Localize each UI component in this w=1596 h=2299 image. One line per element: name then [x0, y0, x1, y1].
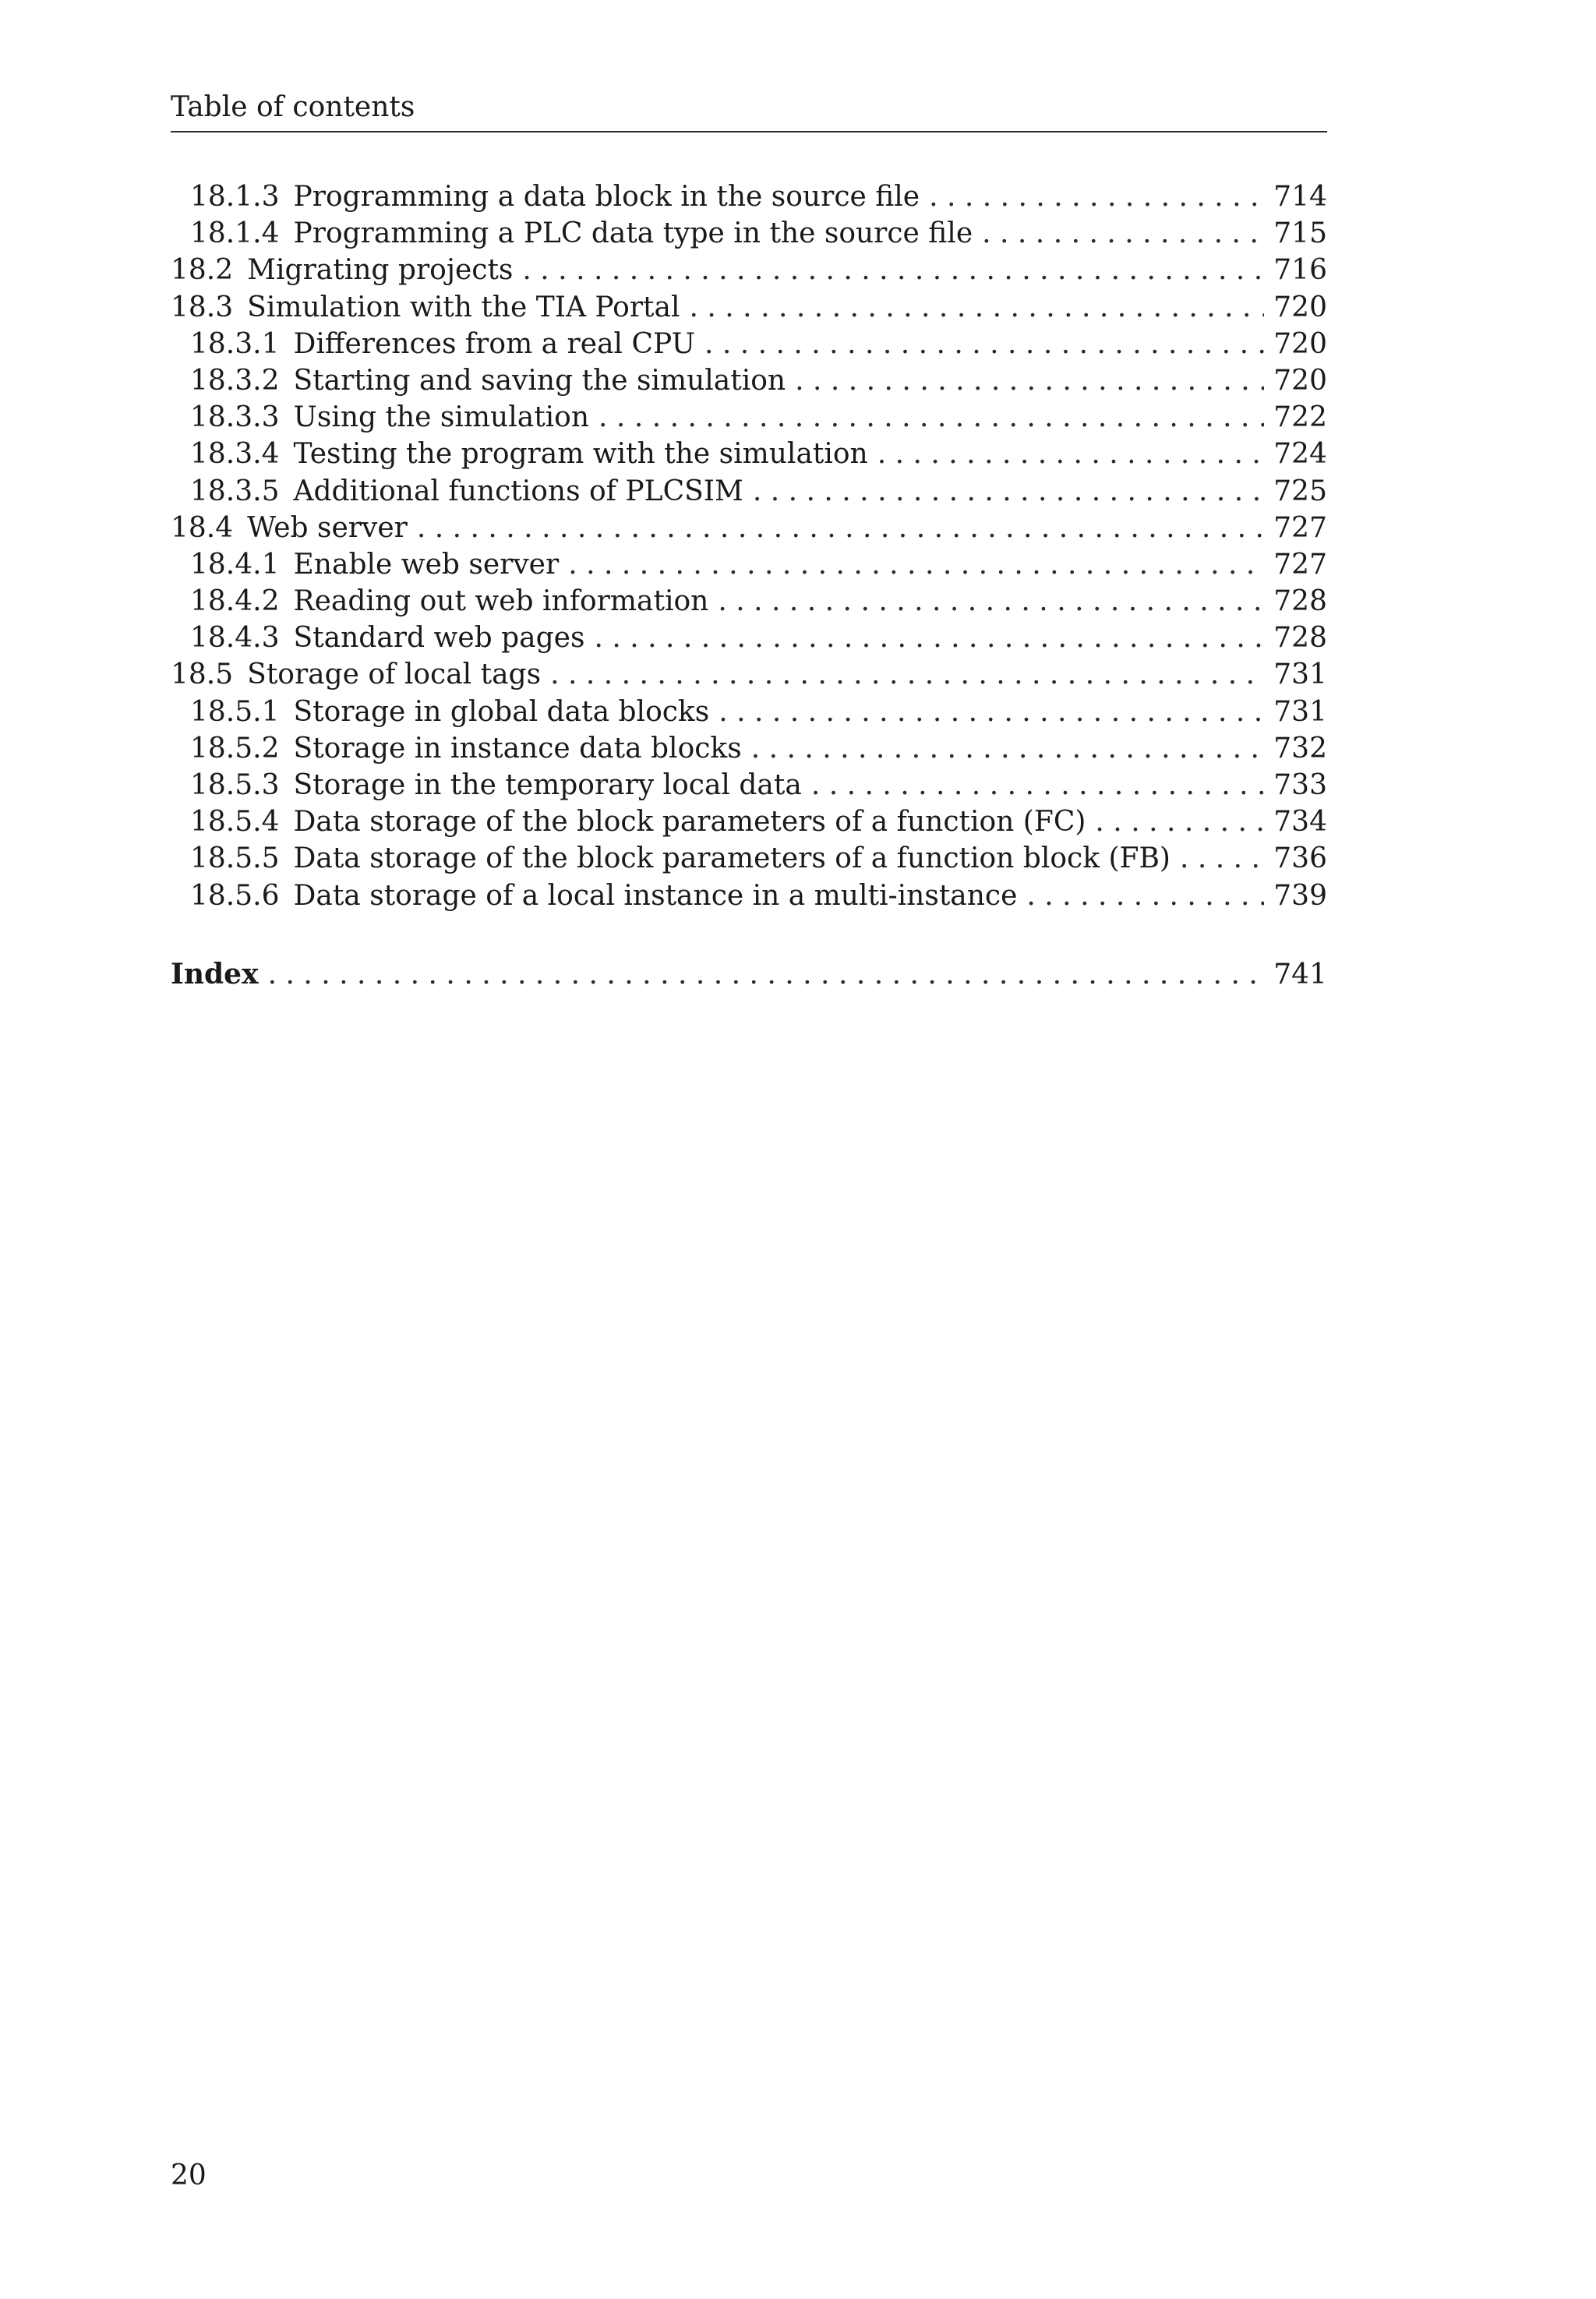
toc-entry-number: 18.3.4 [190, 438, 280, 471]
toc-entry-number: 18.5.2 [190, 732, 280, 765]
toc-entry-title: Standard web pages [293, 622, 585, 655]
toc-entry-title: Additional functions of PLCSIM [293, 475, 743, 507]
toc-entry-page: 720 [1273, 291, 1327, 323]
toc-entry-page: 728 [1273, 622, 1327, 655]
toc-entry-title: Simulation with the TIA Portal [247, 291, 680, 323]
toc-entry-number: 18.4 [171, 511, 234, 544]
toc-entry-page: 714 [1273, 181, 1327, 213]
toc-entry-number: 18.1.4 [190, 217, 280, 250]
toc-entry[interactable] [171, 878, 1327, 914]
toc-entry-page: 720 [1273, 364, 1327, 397]
toc-entry-title: Starting and saving the simulation [293, 364, 786, 397]
dot-leader [704, 326, 1264, 362]
toc-entry-title: Data storage of the block parameters of a function (FC) [293, 806, 1086, 839]
dot-leader [718, 583, 1264, 620]
toc-entry-title: Storage in the temporary local data [293, 769, 802, 801]
toc-entry-title: Storage in global data blocks [293, 695, 710, 728]
toc-entry-page: 728 [1273, 585, 1327, 618]
dot-leader [598, 399, 1264, 436]
dot-leader [417, 510, 1264, 546]
toc-entry-number: 18.4.2 [190, 585, 280, 618]
toc-entry-number: 18.2 [171, 254, 234, 287]
toc-entry-page: 734 [1273, 806, 1327, 839]
toc-entry[interactable] [171, 840, 1327, 877]
toc-entry[interactable] [171, 473, 1327, 510]
toc-entry-page: 724 [1273, 438, 1327, 471]
toc-entry[interactable] [171, 767, 1327, 803]
toc-entry-number: 18.3.5 [190, 475, 280, 507]
toc-entry-page: 722 [1273, 401, 1327, 434]
toc-entry-number: 18.5.1 [190, 695, 280, 728]
toc-entry-title: Index [171, 958, 259, 991]
table-of-contents [171, 178, 1327, 914]
dot-leader [811, 767, 1264, 803]
dot-leader [594, 620, 1264, 656]
toc-entry-number: 18.5.3 [190, 769, 280, 801]
toc-entry-title: Storage of local tags [247, 659, 542, 691]
dot-leader [268, 956, 1265, 993]
toc-entry-title: Web server [247, 511, 408, 544]
toc-entry[interactable] [171, 546, 1327, 583]
toc-entry-number: 18.3.2 [190, 364, 280, 397]
dot-leader [568, 546, 1264, 583]
dot-leader [550, 656, 1264, 693]
toc-entry-title: Programming a PLC data type in the source file [293, 217, 973, 250]
toc-entry-number: 18.3 [171, 291, 234, 323]
toc-entry[interactable] [171, 252, 1327, 288]
toc-entry-number: 18.4.3 [190, 622, 280, 655]
toc-entry-number: 18.5.5 [190, 842, 280, 875]
dot-leader [982, 215, 1264, 252]
toc-entry-number: 18.5.6 [190, 879, 280, 912]
toc-entry-number: 18.1.3 [190, 181, 280, 213]
toc-entry-page: 731 [1273, 695, 1327, 728]
toc-entry-title: Storage in instance data blocks [293, 732, 742, 765]
toc-entry[interactable] [171, 656, 1327, 693]
dot-leader [753, 473, 1264, 510]
toc-entry-page: 725 [1273, 475, 1327, 507]
dot-leader [1026, 878, 1264, 914]
toc-entry-page: 731 [1273, 659, 1327, 691]
toc-entry-title: Using the simulation [293, 401, 590, 434]
page-header [171, 87, 1327, 132]
toc-entry[interactable] [171, 178, 1327, 215]
toc-entry-title: Differences from a real CPU [293, 327, 695, 360]
dot-leader [795, 362, 1264, 399]
dot-leader [929, 178, 1264, 215]
toc-entry[interactable] [171, 730, 1327, 767]
toc-entry-page: 732 [1273, 732, 1327, 765]
toc-entry-number: 18.3.1 [190, 327, 280, 360]
toc-entry-page: 715 [1273, 217, 1327, 250]
toc-entry[interactable] [171, 399, 1327, 436]
dot-leader [1095, 803, 1264, 840]
toc-entry-page: 733 [1273, 769, 1327, 801]
dot-leader [1180, 840, 1264, 877]
toc-entry[interactable] [171, 803, 1327, 840]
toc-entry-title: Data storage of the block parameters of a function block (FB) [293, 842, 1171, 875]
toc-entry[interactable] [171, 362, 1327, 399]
dot-leader [690, 289, 1265, 326]
toc-entry-page: 720 [1273, 327, 1327, 360]
toc-entry[interactable] [171, 510, 1327, 546]
toc-entry[interactable] [171, 326, 1327, 362]
running-header-title: Table of contents [171, 91, 415, 123]
toc-entry-number: 18.4.1 [190, 548, 280, 581]
toc-entry-number: 18.3.3 [190, 401, 280, 434]
toc-entry-index[interactable] [171, 956, 1327, 993]
toc-entry-number: 18.5.4 [190, 806, 280, 839]
toc-entry[interactable] [171, 289, 1327, 326]
toc-entry-page: 727 [1273, 548, 1327, 581]
toc-entry-page: 739 [1273, 879, 1327, 912]
toc-entry-title: Reading out web information [293, 585, 709, 618]
toc-entry[interactable] [171, 436, 1327, 472]
toc-entry[interactable] [171, 215, 1327, 252]
toc-entry-title: Data storage of a local instance in a multi-instance [293, 879, 1018, 912]
toc-entry-page: 716 [1273, 254, 1327, 287]
toc-entry-page: 741 [1273, 959, 1327, 991]
dot-leader [522, 252, 1264, 288]
toc-entry[interactable] [171, 620, 1327, 656]
toc-entry-page: 736 [1273, 842, 1327, 875]
dot-leader [877, 436, 1265, 472]
toc-entry-title: Programming a data block in the source file [293, 181, 920, 213]
toc-entry-page: 727 [1273, 511, 1327, 544]
toc-entry-title: Migrating projects [247, 254, 514, 287]
page-number: 20 [171, 2160, 207, 2191]
dot-leader [751, 730, 1265, 767]
toc-entry[interactable] [171, 694, 1327, 730]
toc-entry-number: 18.5 [171, 659, 234, 691]
dot-leader [719, 694, 1264, 730]
toc-entry[interactable] [171, 583, 1327, 620]
toc-entry-title: Testing the program with the simulation [293, 438, 868, 471]
toc-entry-title: Enable web server [293, 548, 560, 581]
